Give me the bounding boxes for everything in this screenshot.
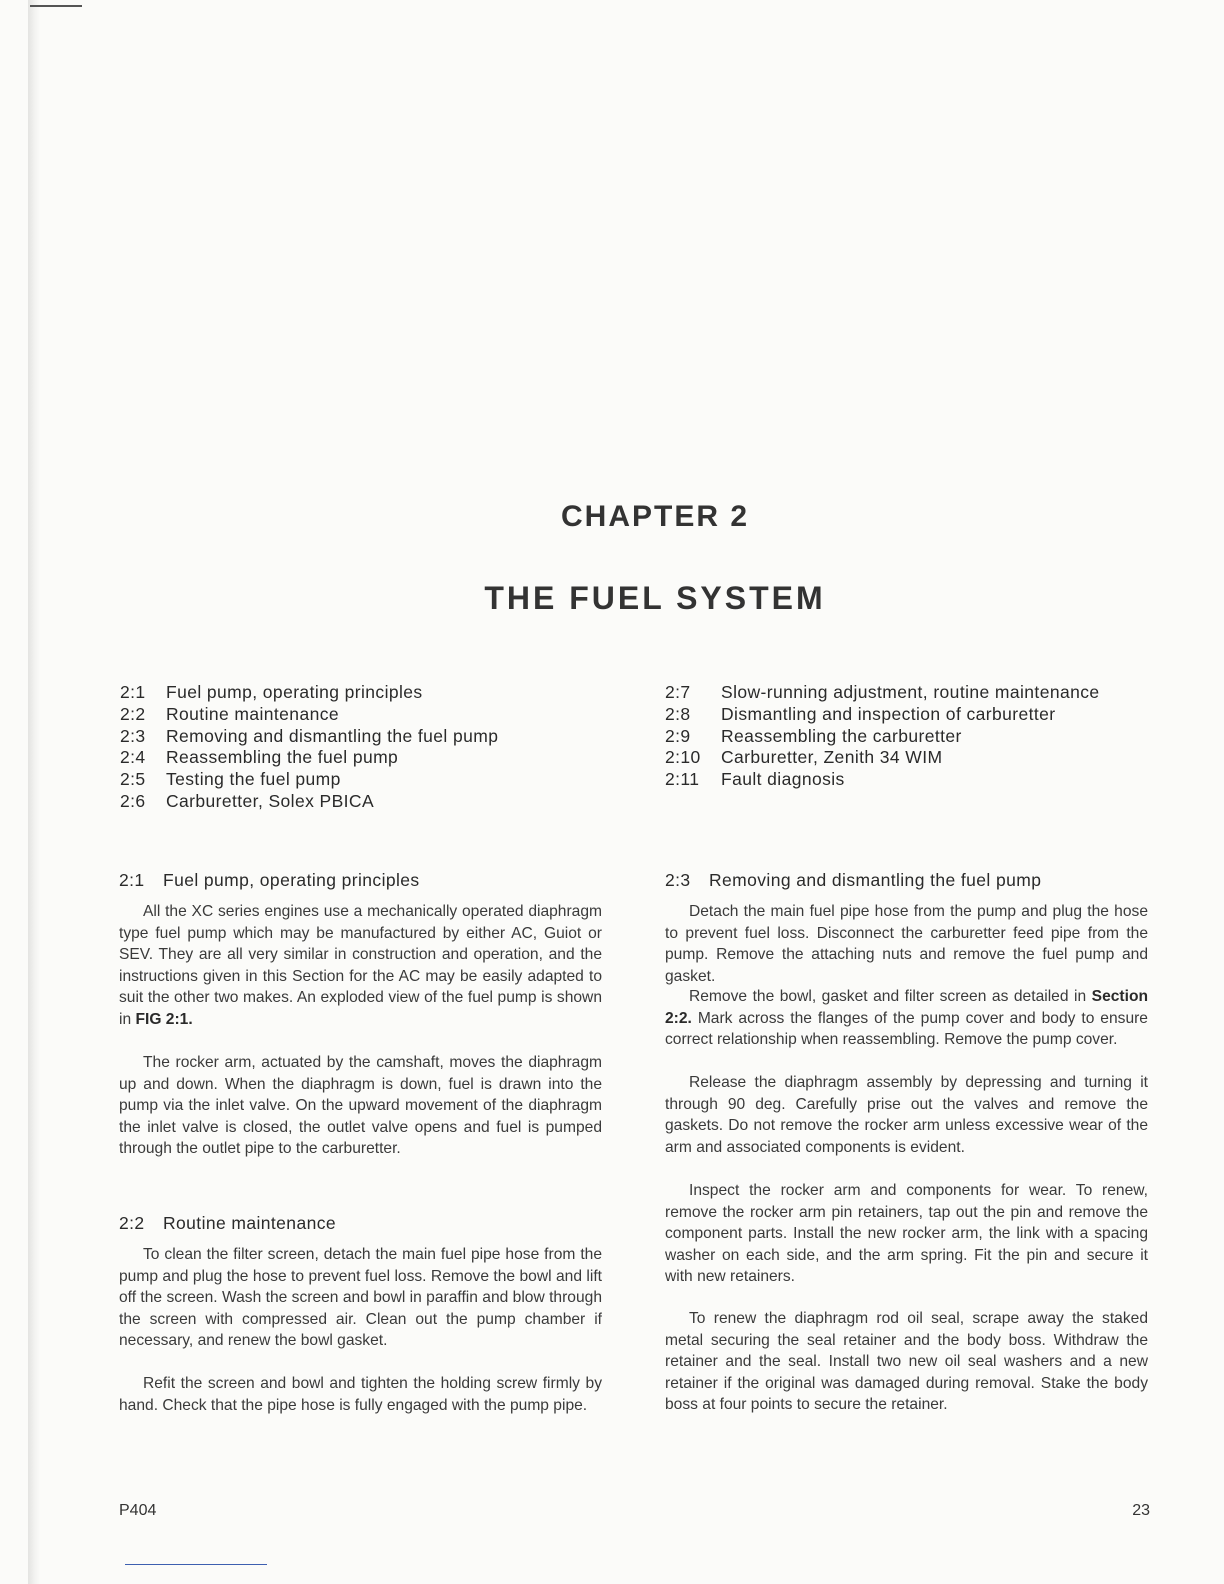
section-number: 2:3 — [665, 870, 691, 890]
section-title: Routine maintenance — [163, 1213, 336, 1233]
toc-item-number: 2:6 — [120, 790, 146, 811]
chapter-label: CHAPTER 2 — [560, 500, 750, 533]
chapter-title: THE FUEL SYSTEM — [484, 580, 826, 616]
toc-item — [665, 747, 1145, 769]
toc-item — [120, 682, 600, 704]
paragraph: Inspect the rocker arm and components for wear. To renew, remove the rocker arm pin retainers, tap out the pin and remove the component parts. Install the new rocker arm, the link with a spacing washer on each side, and the arm spring. Fit the pin and secure it with new retainers. — [665, 1182, 1148, 1286]
toc-item-number: 2:1 — [120, 682, 146, 702]
paragraph: To renew the diaphragm rod oil seal, scrape away the staked metal securing the seal retainer and the body boss. Withdraw the retainer and the seal. Install two new oil seal washers and a new retainer if the original was damaged during removal. Stake the body boss at four points to secure the retainer. — [665, 1310, 1148, 1414]
paragraph: Refit the screen and bowl and tighten the holding screw firmly by hand. Check that the pipe hose is fully engaged with the pump pipe. — [119, 1375, 602, 1414]
toc-item — [120, 791, 600, 813]
toc-item-number: 2:7 — [665, 682, 691, 702]
toc-item-number: 2:5 — [120, 769, 146, 790]
paragraph: To clean the filter screen, detach the main fuel pipe hose from the pump and plug the hose to prevent fuel loss. Remove the bowl and lift off the screen. Wash the screen and bowl in paraffin and blow through the screen with compressed air. Clean out the pump chamber if necessary, and renew the bowl gasket. — [119, 1246, 602, 1350]
section-number: 2:1 — [119, 870, 145, 890]
toc-item-title: Slow-running adjustment, routine maintenance — [721, 682, 1100, 702]
toc-item-number: 2:4 — [120, 747, 146, 768]
paragraph — [119, 901, 602, 1031]
toc-right-column — [665, 682, 1145, 791]
toc-item — [665, 726, 1145, 748]
toc-left-column — [120, 682, 600, 813]
toc-item-number: 2:3 — [120, 725, 146, 746]
toc-item-title: Fault diagnosis — [721, 769, 845, 790]
toc-item-title: Reassembling the fuel pump — [166, 747, 399, 768]
toc-item-number: 2:9 — [665, 725, 691, 746]
toc-item-title: Reassembling the carburetter — [721, 725, 962, 746]
toc-item-title: Fuel pump, operating principles — [166, 682, 423, 702]
toc-item-number: 2:10 — [665, 747, 701, 768]
toc-item-number: 2:8 — [665, 703, 691, 724]
top-corner-mark — [30, 5, 82, 7]
page-number: 23 — [1132, 1502, 1150, 1519]
section-heading-2-1 — [119, 870, 420, 891]
toc-item — [665, 682, 1145, 704]
section-heading-2-3 — [665, 870, 1041, 891]
toc-item-title: Testing the fuel pump — [166, 769, 341, 790]
paragraph-text: Remove the bowl, gasket and filter screen as detailed in — [689, 988, 1087, 1005]
section-title: Removing and dismantling the fuel pump — [709, 870, 1042, 890]
paragraph: The rocker arm, actuated by the camshaft, moves the diaphragm up and down. When the diaphragm is down, fuel is drawn into the pump via the inlet valve. On the upward movement of the diaphragm the inlet valve is closed, the outlet valve opens and fuel is pumped through the outlet pipe to the carburetter. — [119, 1054, 602, 1158]
toc-item — [665, 769, 1145, 791]
toc-item-title: Carburetter, Solex PBICA — [166, 790, 375, 811]
toc-item-title: Removing and dismantling the fuel pump — [166, 725, 499, 746]
paragraph — [665, 986, 1148, 1051]
toc-item-number: 2:11 — [665, 769, 700, 790]
bottom-rule — [125, 1564, 267, 1565]
toc-item — [120, 726, 600, 748]
paragraph: Release the diaphragm assembly by depressing and turning it through 90 deg. Carefully prise out the valves and remove the gaskets. Do not remove the rocker arm unless excessive wear of the arm and associated components is evident. — [665, 1074, 1148, 1156]
toc-item — [120, 704, 600, 726]
footer-code: P404 — [119, 1502, 157, 1519]
figure-reference: FIG 2:1. — [135, 1010, 193, 1028]
section-reference: Section 2:2. — [665, 988, 1148, 1027]
toc-item-title: Carburetter, Zenith 34 WIM — [721, 747, 943, 768]
toc-item-title: Routine maintenance — [166, 703, 339, 724]
toc-item — [120, 747, 600, 769]
section-heading-2-2 — [119, 1213, 336, 1234]
paragraph: Detach the main fuel pipe hose from the pump and plug the hose to prevent fuel loss. Disconnect the carburetter feed pipe from the pump. Remove the attaching nuts and remove the fuel pump and gasket. — [665, 903, 1148, 985]
section-number: 2:2 — [119, 1213, 145, 1233]
toc-item-title: Dismantling and inspection of carburetter — [721, 703, 1056, 724]
toc-item — [665, 704, 1145, 726]
paragraph-text: All the XC series engines use a mechanically operated diaphragm type fuel pump which may be manufactured by either AC, Guiot or SEV. They are all very similar in construction and operation, and the instructions given in this Section for the AC may be easily adapted to suit the other two makes. An exploded view of the fuel pump is shown in — [119, 903, 602, 1028]
section-title: Fuel pump, operating principles — [163, 870, 420, 890]
toc-item-number: 2:2 — [120, 703, 146, 724]
toc-item — [120, 769, 600, 791]
paragraph-text: Mark across the flanges of the pump cover and body to ensure correct relationship when reassembling. Remove the pump cover. — [665, 1009, 1148, 1049]
page-binding-shadow — [28, 0, 40, 1584]
